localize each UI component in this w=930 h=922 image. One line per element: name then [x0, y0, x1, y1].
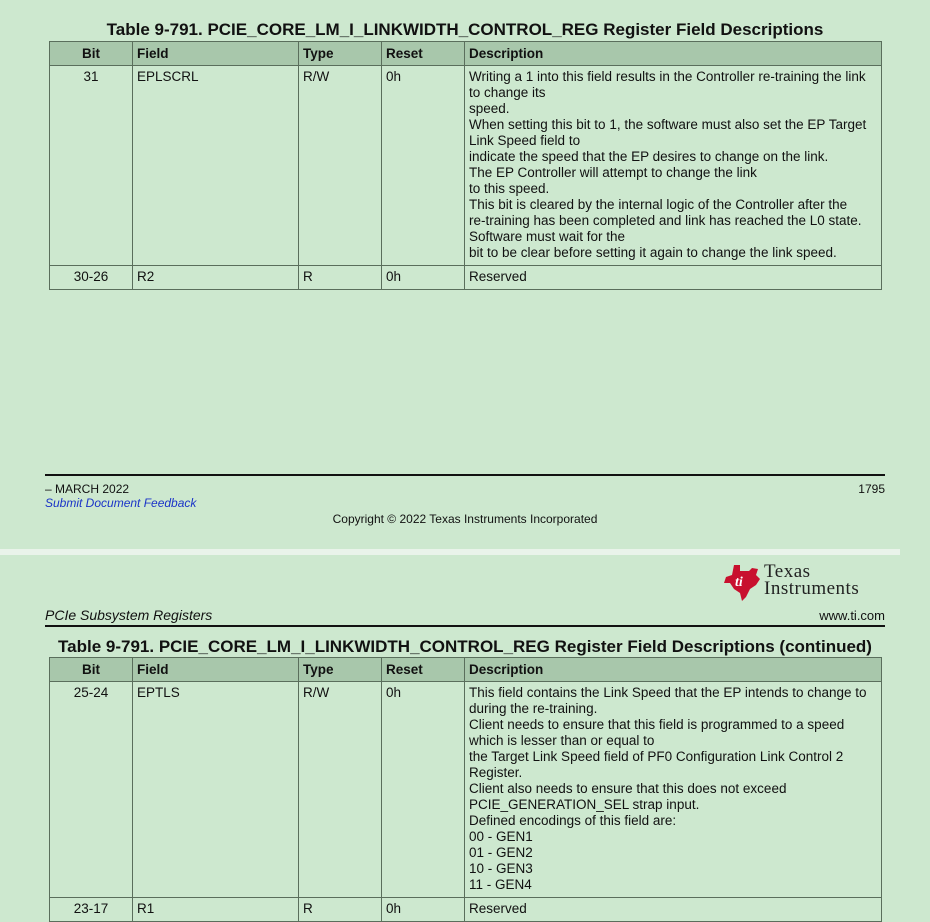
table-row	[50, 682, 882, 898]
header-bit: Bit	[50, 42, 133, 66]
table-header-row	[50, 658, 882, 682]
table-title: Table 9-791. PCIE_CORE_LM_I_LINKWIDTH_CONTROL_REG Register Field Descriptions	[106, 20, 824, 39]
description-line: 00 - GEN1	[469, 829, 533, 844]
cell-bit: 31	[50, 66, 133, 266]
logo-wordmark	[764, 563, 859, 597]
cell-reset: 0h	[382, 266, 465, 290]
cell-field: EPTLS	[133, 682, 299, 898]
cell-description	[465, 266, 882, 290]
description-line: indicate the speed that the EP desires to change on the link.	[469, 149, 829, 164]
description-line: speed.	[469, 101, 510, 116]
description-line: 10 - GEN3	[469, 861, 533, 876]
logo-line-1: Texas	[764, 561, 811, 582]
header-reset: Reset	[382, 42, 465, 66]
cell-bit: 30-26	[50, 266, 133, 290]
site-url: www.ti.com	[819, 608, 885, 623]
description-line: Defined encodings of this field are:	[469, 813, 677, 828]
description-line: 11 - GEN4	[469, 877, 532, 892]
table-row	[50, 898, 882, 922]
header-field: Field	[133, 42, 299, 66]
cell-type: R	[299, 898, 382, 922]
table-row	[50, 266, 882, 290]
cell-field: EPLSCRL	[133, 66, 299, 266]
table-title: Table 9-791. PCIE_CORE_LM_I_LINKWIDTH_CONTROL_REG Register Field Descriptions (continued)	[58, 637, 872, 656]
page-number: 1795	[858, 482, 885, 496]
header-bit: Bit	[50, 658, 133, 682]
cell-description	[465, 682, 882, 898]
header-type: Type	[299, 658, 382, 682]
cell-bit: 23-17	[50, 898, 133, 922]
description-line: This field contains the Link Speed that the EP intends to change to during the re-training.	[469, 685, 867, 716]
cell-type: R/W	[299, 66, 382, 266]
footer-date: – MARCH 2022	[45, 482, 130, 496]
cell-type: R	[299, 266, 382, 290]
description-line: 01 - GEN2	[469, 845, 533, 860]
section-header: PCIe Subsystem Registers	[45, 607, 213, 623]
logo-line-2: Instruments	[764, 578, 860, 599]
description-line: Client needs to ensure that this field is programmed to a speed which is lesser than or equal to	[469, 717, 845, 748]
description-line: When setting this bit to 1, the software must also set the EP Target Link Speed field to	[469, 117, 867, 148]
texas-instruments-logo	[722, 563, 887, 603]
cell-description	[465, 898, 882, 922]
copyright-notice: Copyright © 2022 Texas Instruments Incorporated	[332, 512, 598, 526]
description-line: re-training has been completed and link has reached the L0 state.	[469, 213, 862, 228]
document-page-next	[0, 555, 900, 916]
ti-map-icon	[722, 563, 762, 603]
description-line: The EP Controller will attempt to change the link	[469, 165, 757, 180]
register-field-table	[49, 41, 882, 290]
description-line: the Target Link Speed field of PF0 Configuration Link Control 2 Register.	[469, 749, 844, 780]
description-line: Writing a 1 into this field results in the Controller re-training the link to change its	[469, 69, 866, 100]
cell-reset: 0h	[382, 898, 465, 922]
header-description: Description	[465, 42, 882, 66]
description-line: to this speed.	[469, 181, 550, 196]
description-line: Client also needs to ensure that this does not exceed PCIE_GENERATION_SEL strap input.	[469, 781, 787, 812]
table-row	[50, 66, 882, 266]
cell-field: R1	[133, 898, 299, 922]
cell-field: R2	[133, 266, 299, 290]
cell-type: R/W	[299, 682, 382, 898]
cell-bit: 25-24	[50, 682, 133, 898]
description-line: This bit is cleared by the internal logic of the Controller after the	[469, 197, 848, 212]
register-field-table	[49, 657, 882, 922]
header-rule	[45, 625, 885, 627]
header-field: Field	[133, 658, 299, 682]
footer-rule	[45, 474, 885, 476]
header-description: Description	[465, 658, 882, 682]
description-line: Reserved	[469, 901, 527, 916]
description-line: Software must wait for the	[469, 229, 626, 244]
cell-reset: 0h	[382, 66, 465, 266]
cell-reset: 0h	[382, 682, 465, 898]
header-reset: Reset	[382, 658, 465, 682]
table-header-row	[50, 42, 882, 66]
description-line: Reserved	[469, 269, 527, 284]
cell-description	[465, 66, 882, 266]
description-line: bit to be clear before setting it again to change the link speed.	[469, 245, 837, 260]
submit-feedback-link[interactable]: Submit Document Feedback	[45, 496, 197, 510]
header-type: Type	[299, 42, 382, 66]
svg-text:ti: ti	[735, 575, 743, 590]
